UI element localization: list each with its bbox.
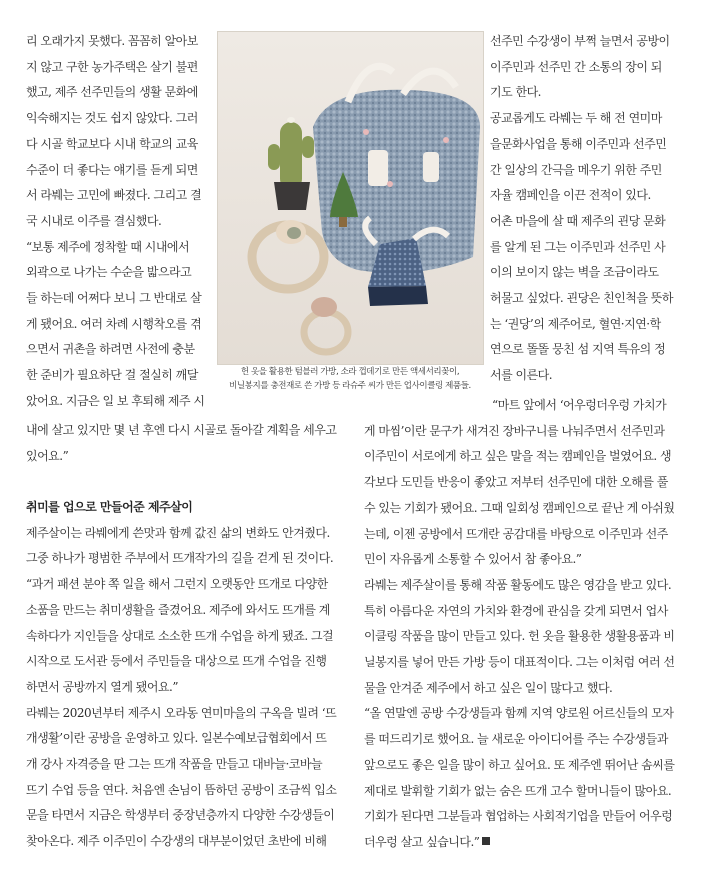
text-line: 각보다 도민들 반응이 좋았고 저부터 선주민에 대한 오해를 풀 — [364, 475, 668, 490]
text-line: 있어요.” — [26, 448, 69, 463]
text-line: 라붸는 제주살이를 통해 작품 활동에도 많은 영감을 받고 있다. — [364, 577, 672, 592]
text-line: 속하다가 지인들을 상대로 소소한 뜨개 수업을 하게 됐죠. 그걸 — [26, 628, 334, 643]
text-line: 개생활’이란 공방을 운영하고 있다. 일본수예보급협회에서 뜨 — [26, 731, 327, 746]
text-line: 간 일상의 간극을 메우기 위한 주민 — [490, 162, 662, 177]
text-line: 내에 살고 있지만 몇 년 후엔 다시 시골로 돌아갈 계획을 세우고 — [26, 423, 337, 437]
text-line: 게 마씸’이란 문구가 새겨진 장바구니를 나눠주면서 선주민과 — [364, 423, 665, 438]
text-line: 서를 이른다. — [490, 368, 553, 383]
text-line: 기도 한다. — [490, 85, 541, 100]
text-line: 특히 아름다운 자연의 가치와 환경에 관심을 갖게 되면서 업사 — [364, 603, 668, 618]
text-line: 서 라붸는 고민에 빠졌다. 그리고 결 — [26, 188, 202, 203]
text-line: 민이 자유롭게 소통할 수 있어서 참 좋아요.” — [364, 552, 582, 567]
text-line: 뜨기 수업 등을 연다. 처음엔 손님이 뜸하던 공방이 조금씩 입소 — [26, 782, 337, 797]
body-text-right-top — [490, 29, 680, 389]
text-line: 게 됐어요. 여러 차례 시행착오를 겪 — [26, 316, 202, 331]
text-line: 으면서 귀촌을 하려면 사전에 충분 — [26, 342, 195, 357]
text-line: 리 오래가지 못했다. 꼼꼼히 알아보 — [26, 34, 198, 48]
text-line: “마트 앞에서 ‘어우렁더우렁 가치가 — [492, 398, 667, 412]
text-line: 들 하는데 어쩌다 보니 그 반대로 살 — [26, 291, 202, 306]
end-mark-icon — [482, 837, 490, 845]
text-line: 를 알게 된 그는 이주민과 선주민 사 — [490, 239, 666, 254]
text-line: 이의 보이지 않는 벽을 조금이라도 — [490, 265, 659, 280]
text-line: 을문화사업을 통해 이주민과 선주민 — [490, 136, 667, 151]
text-line: 그중 하나가 평범한 주부에서 뜨개작가의 길을 걷게 된 것이다. — [26, 551, 334, 566]
text-line: 았어요. 지금은 일 보 후퇴해 제주 시 — [26, 393, 205, 408]
text-line: 닐봉지를 넣어 만든 가방 등이 대표적이다. 그는 이처럼 여러 선 — [364, 655, 675, 670]
text-line: 는 ‘권당’의 제주어로, 혈연·지연·학 — [490, 316, 661, 331]
text-line: 물을 안겨준 제주에서 하고 싶은 일이 많다고 했다. — [364, 680, 613, 695]
text-line: 소품을 만드는 취미생활을 즐겼어요. 제주에 와서도 뜨개를 계 — [26, 602, 330, 617]
knitted-products-photo — [217, 31, 484, 365]
text-line: 수준이 더 좋다는 얘기를 듣게 되면 — [26, 162, 198, 177]
text-line: 수 있는 기회가 됐어요. 그때 일회성 캠페인으로 끝난 게 아쉬웠 — [364, 500, 675, 515]
text-line: 시작으로 도서관 등에서 주민들을 대상으로 뜨개 수업을 진행 — [26, 654, 327, 669]
text-line: 라붸는 2020년부터 제주시 오라동 연미마을의 구옥을 빌려 ‘뜨 — [26, 705, 337, 720]
text-line: 자율 캠페인을 이끈 전적이 있다. — [490, 188, 651, 203]
text-line: 국 시내로 이주를 결심했다. — [26, 213, 162, 228]
text-line: 제대로 발휘할 기회가 없는 숨은 뜨개 고수 할머니들이 많아요. — [364, 783, 672, 798]
body-text-left-top — [26, 29, 212, 415]
text-line: 연으로 똘똘 뭉친 섬 지역 특유의 정 — [490, 342, 666, 357]
text-line: 선주민 수강생이 부쩍 늘면서 공방이 — [490, 34, 670, 48]
text-line: 는데, 이젠 공방에서 뜨개란 공감대를 바탕으로 이주민과 선주 — [364, 526, 668, 541]
photo-illustration — [218, 32, 483, 364]
text-line: 기회가 된다면 그분들과 협업하는 사회적기업을 만들어 어우렁 — [364, 809, 673, 824]
text-line: 이주민과 선주민 간 소통의 장이 되 — [490, 59, 662, 74]
text-line: 했고, 제주 선주민들의 생활 문화에 — [26, 85, 198, 100]
text-line: 한 준비가 필요하단 걸 절실히 깨달 — [26, 368, 198, 383]
text-line: 이클링 작품을 많이 만들고 있다. 헌 옷을 활용한 생활용품과 비 — [364, 629, 675, 644]
final-line-text: 더우렁 살고 싶습니다.” — [364, 834, 480, 849]
caption-line: 헌 옷을 활용한 텀블러 가방, 소라 껍데기로 만든 액세서리꽂이, — [240, 367, 460, 377]
text-line: 문을 타면서 지금은 학생부터 중장년층까지 다양한 수강생들이 — [26, 808, 335, 823]
section-heading: 취미를 업으로 만들어준 제주살이 — [26, 500, 193, 514]
text-line: 하면서 공방까지 열게 됐어요.” — [26, 679, 178, 694]
text-line: 다 시골 학교보다 시내 학교의 교육 — [26, 136, 198, 151]
text-line — [364, 830, 684, 856]
text-line: 외곽으로 나가는 수순을 밟으라고 — [26, 265, 192, 280]
text-line: “올 연말엔 공방 수강생들과 함께 지역 양로원 어르신들의 모자 — [364, 706, 674, 721]
text-line: 개 강사 자격증을 딴 그는 뜨개 작품을 만들고 대바늘·코바늘 — [26, 757, 323, 772]
body-text-right-bottom — [364, 393, 684, 856]
text-line: 를 떠드리기로 했어요. 늘 새로운 아이디어를 주는 수강생들과 — [364, 732, 668, 747]
section-hobby-to-work — [26, 495, 346, 855]
text-line: 허물고 싶었다. 괸당은 친인척을 뜻하 — [490, 291, 673, 306]
text-line: 앞으로도 좋은 일을 많이 하고 싶어요. 또 제주엔 뛰어난 솜씨를 — [364, 757, 675, 772]
text-line: 제주살이는 라붸에게 쓴맛과 함께 값진 삶의 변화도 안겨줬다. — [26, 525, 330, 540]
text-line: “과거 패션 분야 쪽 일을 해서 그런지 오랫동안 뜨개로 다양한 — [26, 577, 328, 592]
text-line: 어촌 마을에 살 때 제주의 괸당 문화 — [490, 213, 666, 228]
text-line: “보통 제주에 정착할 때 시내에서 — [26, 239, 190, 254]
photo-caption — [212, 365, 488, 393]
text-line: 공교롭게도 라붸는 두 해 전 연미마 — [490, 111, 662, 126]
caption-line: 비닐봉지를 충전재로 쓴 가방 등 라슈주 씨가 만든 업사이클링 제품들. — [229, 381, 471, 391]
text-line: 익숙해지는 것도 쉽지 않았다. 그러 — [26, 111, 198, 126]
text-line: 찾아온다. 제주 이주민이 수강생의 대부분이었던 초반에 비해 — [26, 834, 327, 849]
text-line: 지 않고 구한 농가주택은 살기 불편 — [26, 59, 198, 74]
text-line: 이주민이 서로에게 하고 싶은 말을 적는 캠페인을 벌였어요. 생 — [364, 449, 672, 464]
